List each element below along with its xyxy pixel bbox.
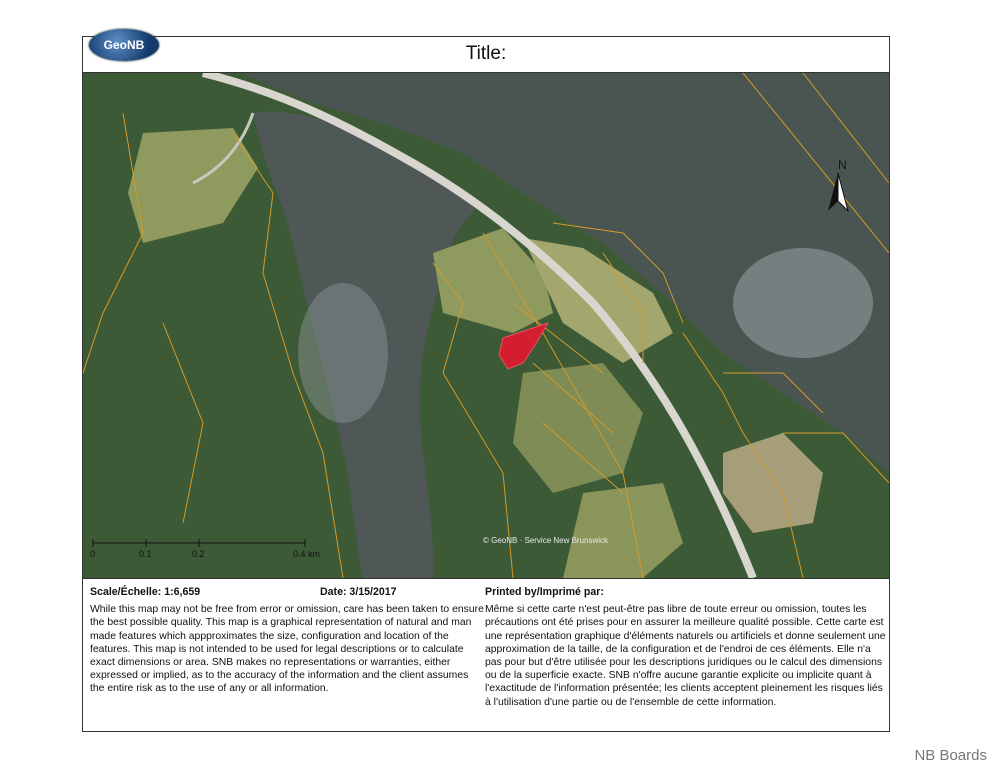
scale-tick-label: 0 xyxy=(90,549,96,559)
nb-boards-watermark: NB Boards xyxy=(914,747,987,764)
geonb-logo: GeoNB xyxy=(89,29,159,61)
scale-tick-label: 0.2 xyxy=(192,549,205,559)
map-info-panel xyxy=(83,578,889,730)
map-canvas[interactable] xyxy=(83,73,889,578)
map-title: Title: xyxy=(465,43,507,64)
cloud-haze xyxy=(298,283,388,423)
scale-tick-label: 0.1 xyxy=(139,549,152,559)
map-date: Date: 3/15/2017 xyxy=(320,586,397,598)
disclaimer-french: Même si cette carte n'est peut-être pas libre de toute erreur ou omission, toutes les précautions ont été prises pour en assurer la meilleure qualité possible. Cette carte est une représentation graphique d'éléments naturels ou artificiels et donne seulement une approximation de la taille, de la configuration et de l'endroi de ces éléments. Elle n'a pas pour but d'être utilisée pour les descriptions juridiques ou le calcul des dimensions ou de la superficie exacte. SNB n'offre aucune garantie explicite ou implicite quant à l'exactitude de l'information présentée; les clients acceptent pleinement les risques liés à l'utilisation d'une partie ou de l'ensemble de cette information. xyxy=(485,604,886,708)
aerial-map[interactable] xyxy=(83,72,889,579)
info-left-column xyxy=(90,586,484,696)
cloud-haze xyxy=(733,248,873,358)
north-label: N xyxy=(838,158,847,172)
map-attribution: © GeoNB · Service New Brunswick xyxy=(483,536,609,545)
map-scale: Scale/Échelle: 1:6,659 xyxy=(90,586,201,598)
info-right-column xyxy=(485,586,887,709)
map-sheet xyxy=(82,36,890,732)
disclaimer-english: While this map may not be free from error or omission, care has been taken to ensure the best possible quality. This map is a graphical representation of natural and man made features which appproximates the size, configuration and location of the features. This map is not intended to be used for legal descriptions or to calculate exact dimensions or area. SNB makes no representations or warranties, either expressed or implied, as to the accuracy of the information and the client assumes the entire risk as to the use of any or all information. xyxy=(90,604,484,695)
printed-by-label: Printed by/Imprimé par: xyxy=(485,586,604,598)
scale-tick-label: 0.4 km xyxy=(293,549,321,559)
